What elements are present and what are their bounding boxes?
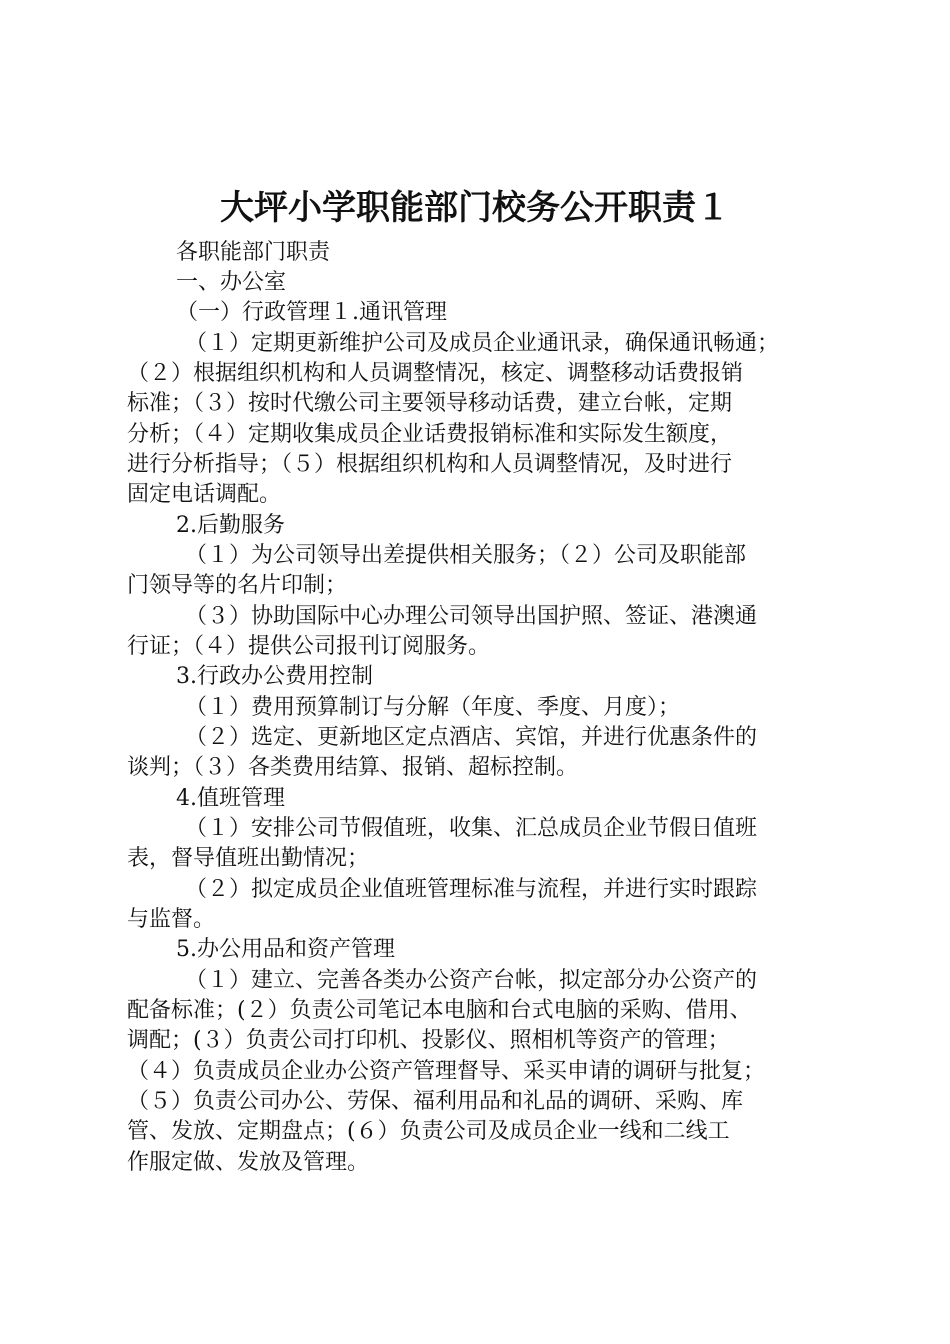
paragraph-line: 管、发放、定期盘点；(６）负责公司及成员企业一线和二线工 — [127, 1119, 730, 1144]
paragraph-line: （２）拟定成员企业值班管理标准与流程，并进行实时跟踪 — [185, 877, 758, 902]
paragraph-line: （２）根据组织机构和人员调整情况，核定、调整移动话费报销 — [127, 361, 744, 386]
paragraph-line: 固定电话调配。 — [127, 482, 282, 507]
paragraph-line: （１）定期更新维护公司及成员企业通讯录，确保通讯畅通； — [185, 331, 780, 356]
paragraph-line: 与监督。 — [127, 907, 216, 932]
subsection-heading: （一）行政管理１.通讯管理 — [176, 300, 447, 325]
paragraph-line: 作服定做、发放及管理。 — [127, 1150, 370, 1175]
paragraph-line: 配备标准；(２）负责公司笔记本电脑和台式电脑的采购、借用、 — [127, 998, 752, 1023]
paragraph-line: 分析；（４）定期收集成员企业话费报销标准和实际发生额度， — [127, 422, 733, 447]
item-heading: 5.办公用品和资产管理 — [176, 937, 395, 962]
document-title: 大坪小学职能部门校务公开职责１ — [220, 188, 730, 228]
paragraph-line: （１）建立、完善各类办公资产台帐，拟定部分办公资产的 — [185, 968, 758, 993]
paragraph-line: （４）负责成员企业办公资产管理督导、采买申请的调研与批复； — [127, 1059, 766, 1084]
paragraph-line: （１）为公司领导出差提供相关服务；（２）公司及职能部 — [185, 543, 747, 568]
paragraph-line: 标准；（３）按时代缴公司主要领导移动话费，建立台帐，定期 — [127, 391, 733, 416]
paragraph-line: 调配；(３）负责公司打印机、投影仪、照相机等资产的管理； — [127, 1028, 730, 1053]
section-heading: 各职能部门职责 — [176, 240, 331, 265]
item-heading: 3.行政办公费用控制 — [176, 664, 373, 689]
paragraph-line: （１）安排公司节假值班，收集、汇总成员企业节假日值班 — [185, 816, 758, 841]
item-heading: 2.后勤服务 — [176, 513, 285, 538]
paragraph-line: （２）选定、更新地区定点酒店、宾馆，并进行优惠条件的 — [185, 725, 758, 750]
paragraph-line: 谈判；（３）各类费用结算、报销、超标控制。 — [127, 755, 579, 780]
item-heading: 4.值班管理 — [176, 786, 285, 811]
paragraph-line: 行证；（４）提供公司报刊订阅服务。 — [127, 634, 491, 659]
section-heading: 一、办公室 — [176, 270, 287, 295]
paragraph-line: 表，督导值班出勤情况； — [127, 846, 370, 871]
paragraph-line: 门领导等的名片印制； — [127, 573, 348, 598]
paragraph-line: （１）费用预算制订与分解（年度、季度、月度）； — [185, 695, 681, 720]
paragraph-line: （３）协助国际中心办理公司领导出国护照、签证、港澳通 — [185, 604, 758, 629]
paragraph-line: （５）负责公司办公、劳保、福利用品和礼品的调研、采购、库 — [127, 1089, 744, 1114]
paragraph-line: 进行分析指导；（５）根据组织机构和人员调整情况，及时进行 — [127, 452, 733, 477]
